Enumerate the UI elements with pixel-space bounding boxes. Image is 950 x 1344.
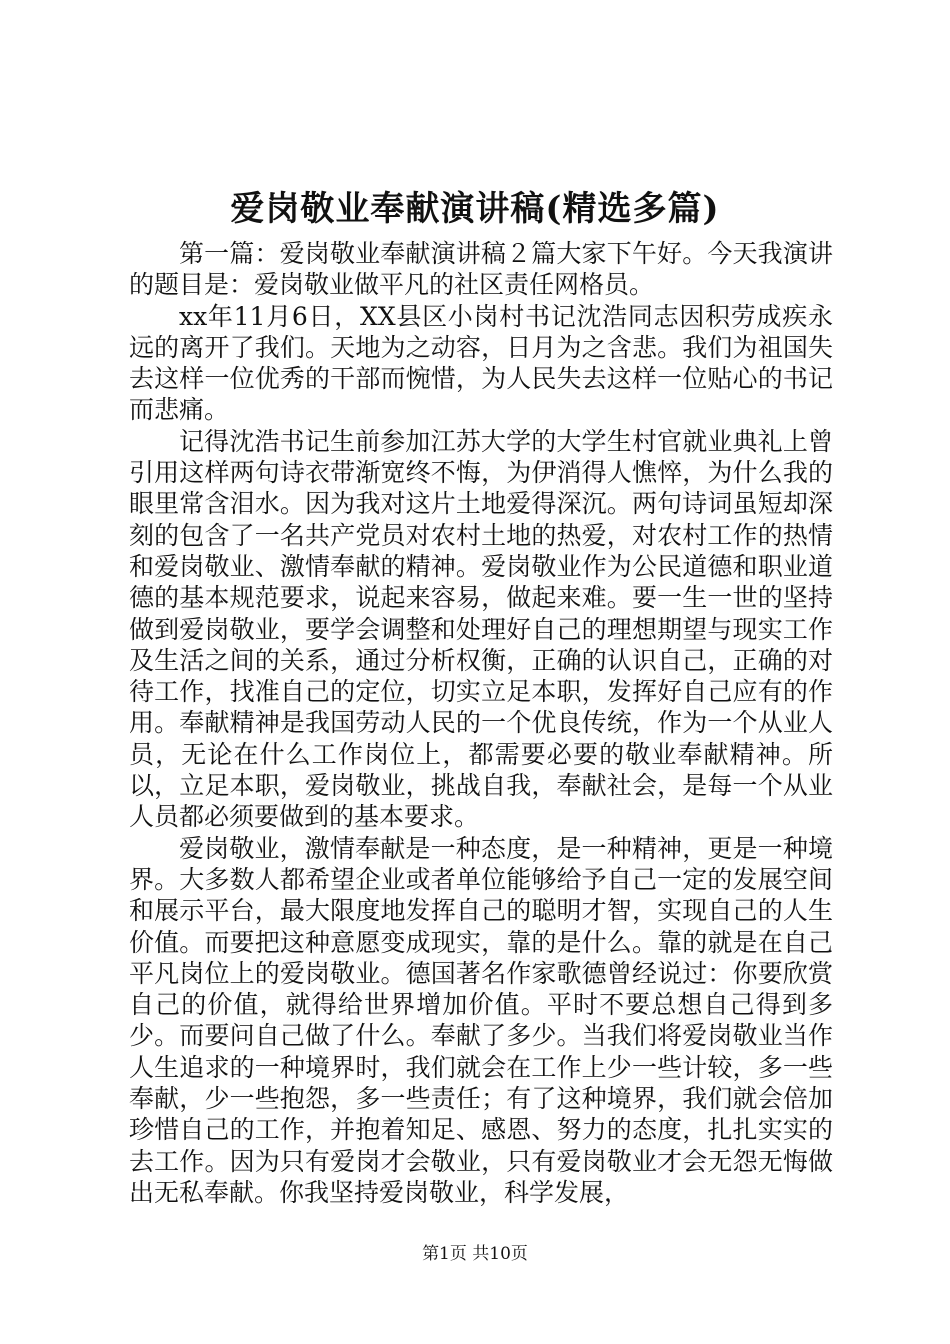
page-footer: 第1页 共10页 xyxy=(422,1244,528,1264)
document-body xyxy=(129,238,833,1208)
document-title: 爱岗敬业奉献演讲稿(精选多篇) xyxy=(230,189,720,229)
paragraph-3: 记得沈浩书记生前参加江苏大学的大学生村官就业典礼上曾引用这样两句诗衣带渐宽终不悔，为伊消得人憔悴，为什么我的眼里常含泪水。因为我对这片土地爱得深沉。两句诗词虽短却深刻的包含了一名共产党员对农村土地的热爱，对农村工作的热情和爱岗敬业、激情奉献的精神。爱岗敬业作为公民道德和职业道德的基本规范要求，说起来容易，做起来难。要一生一世的坚持做到爱岗敬业，要学会调整和处理好自己的理想期望与现实工作及生活之间的关系，通过分析权衡，正确的认识自己，正确的对待工作，找准自己的定位，切实立足本职，发挥好自己应有的作用。奉献精神是我国劳动人民的一个优良传统，作为一个从业人员，无论在什么工作岗位上，都需要必要的敬业奉献精神。所以，立足本职，爱岗敬业，挑战自我，奉献社会，是每一个从业人员都必须要做到的基本要求。 xyxy=(129,426,833,832)
paragraph-4: 爱岗敬业，激情奉献是一种态度，是一种精神，更是一种境界。大多数人都希望企业或者单位能够给予自己一定的发展空间和展示平台，最大限度地发挥自己的聪明才智，实现自己的人生价值。而要把这种意愿变成现实，靠的是什么。靠的就是在自己平凡岗位上的爱岗敬业。德国著名作家歌德曾经说过：你要欣赏自己的价值，就得给世界增加价值。平时不要总想自己得到多少。而要问自己做了什么。奉献了多少。当我们将爱岗敬业当作人生追求的一种境界时，我们就会在工作上少一些计较，多一些奉献，少一些抱怨，多一些责任；有了这种境界，我们就会倍加珍惜自己的工作，并抱着知足、感恩、努力的态度，扎扎实实的去工作。因为只有爱岗才会敬业，只有爱岗敬业才会无怨无悔做出无私奉献。你我坚持爱岗敬业，科学发展， xyxy=(129,833,833,1207)
paragraph-2: xx年11月6日，XX县区小岗村书记沈浩同志因积劳成疾永远的离开了我们。天地为之动容，日月为之含悲。我们为祖国失去这样一位优秀的干部而惋惜，为人民失去这样一位贴心的书记而悲痛。 xyxy=(129,301,833,425)
paragraph-1: 第一篇：爱岗敬业奉献演讲稿２篇大家下午好。今天我演讲的题目是：爱岗敬业做平凡的社区责任网格员。 xyxy=(129,239,833,300)
